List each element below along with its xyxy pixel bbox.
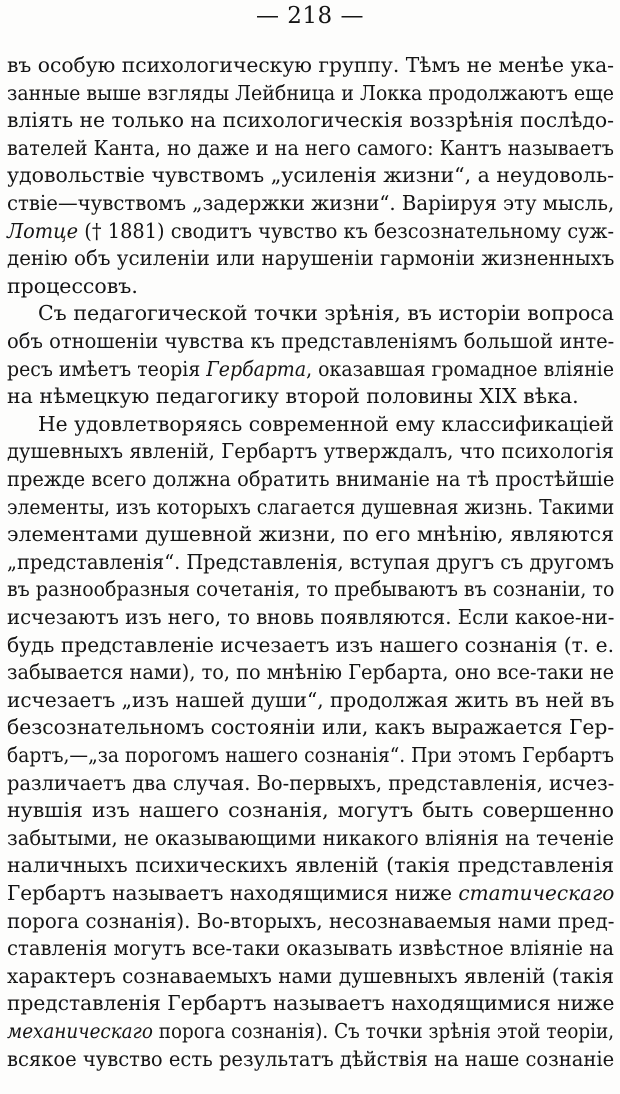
text-segment: забывается нами), то, по мнѣнію Гербарта, оно все-таки не	[7, 660, 615, 685]
text-segment: процессовъ.	[7, 273, 138, 298]
text-segment: въ особую психологическую группу. Тѣмъ не менѣе ука-	[7, 53, 615, 77]
text-segment: нувшія изъ нашего сознанія, могутъ быть совершенно	[7, 798, 614, 823]
text-segment: исчезаетъ „изъ нашей души“, продолжая жить въ ней въ	[7, 687, 615, 712]
text-segment: ресъ имѣетъ теорія	[7, 356, 207, 381]
page-number: — 218 —	[255, 3, 365, 29]
text-segment: въ разнообразныя сочетанія, то пребываютъ въ сознаніи, то	[7, 577, 615, 602]
text-segment: прежде всего должна обратить вниманіе на тѣ простѣйшіе	[7, 467, 615, 491]
text-segment: удовольствіе чувствомъ „усиленія жизни“, а неудоволь-	[7, 163, 615, 188]
text-segment: Не удовлетворяясь современной ему классификаціей	[38, 411, 614, 436]
text-segment: забытыми, не оказывающими никакого вліянія на теченіе	[7, 825, 614, 850]
text-segment: всякое чувство есть результатъ дѣйствія на наше сознаніе	[7, 1046, 615, 1071]
text-segment: порога сознанія). Во-вторыхъ, несознаваемыя нами пред-	[7, 908, 615, 933]
text-segment: исчезаютъ изъ него, то вновь появляются. Если какое-ни-	[7, 605, 615, 629]
text-segment: ставленія могутъ все-таки оказывать извѣстное вліяніе на	[7, 936, 614, 961]
text-segment: ствіе—чувствомъ „задержки жизни“. Варіируя эту мысль,	[7, 191, 615, 215]
text-segment-italic: Лотце	[7, 218, 79, 243]
text-segment: Гербартъ называетъ находящимися ниже	[7, 881, 459, 905]
text-segment-italic: статическаго	[458, 881, 615, 905]
text-segment: денію объ усиленіи или нарушеніи гармоніи жизненныхъ	[7, 246, 615, 271]
text-segment: душевныхъ явленій, Гербартъ утверждалъ, что психологія	[7, 439, 614, 464]
text-segment: вателей Канта, но даже и на него самого: Кантъ называетъ	[7, 135, 615, 160]
text-segment: будь представленіе исчезаетъ изъ нашего сознанія (т. е.	[7, 632, 615, 657]
text-segment: на нѣмецкую педагогику второй половины XIX вѣка.	[7, 384, 579, 409]
text-segment-italic: механическаго	[7, 1019, 153, 1043]
text-segment: безсознательномъ состояніи или, какъ выражается Гер-	[7, 715, 615, 740]
text-segment: порога сознанія). Съ точки зрѣнія этой теоріи,	[152, 1019, 615, 1043]
text-segment: характеръ сознаваемыхъ нами душевныхъ явленій (такія	[7, 963, 614, 988]
text-segment: различаетъ два случая. Во-первыхъ, представленія, исчез-	[7, 770, 615, 795]
text-segment: представленія Гербартъ называетъ находящимися ниже	[7, 991, 615, 1016]
text-segment: элементами душевной жизни, по его мнѣнію, являются	[7, 522, 615, 547]
text-segment: († 1881) сводитъ чувство къ безсознательному суж-	[78, 218, 614, 243]
text-segment: вліять не только на психологическія воззрѣнія послѣдо-	[7, 108, 614, 133]
text-segment: элементы, изъ которыхъ слагается душевная жизнь. Такими	[7, 494, 615, 519]
text-segment: наличныхъ психическихъ явленій (такія представленія	[7, 853, 614, 878]
text-segment: „представленія“. Представленія, вступая другъ съ другомъ	[7, 549, 615, 574]
text-segment: занные выше взгляды Лейбница и Локка продолжаютъ еще	[7, 80, 614, 105]
text-segment: бартъ,—„за порогомъ нашего сознанія“. При этомъ Гербартъ	[7, 743, 614, 767]
text-segment: , оказавшая громадное вліяніе	[306, 356, 615, 381]
text-segment: объ отношеніи чувства къ представленіямъ большой инте-	[7, 329, 615, 353]
text-segment-italic: Гербарта	[206, 356, 307, 381]
text-line	[7, 1043, 614, 1076]
text-segment: Съ педагогической точки зрѣнія, въ исторіи вопроса	[38, 301, 614, 326]
